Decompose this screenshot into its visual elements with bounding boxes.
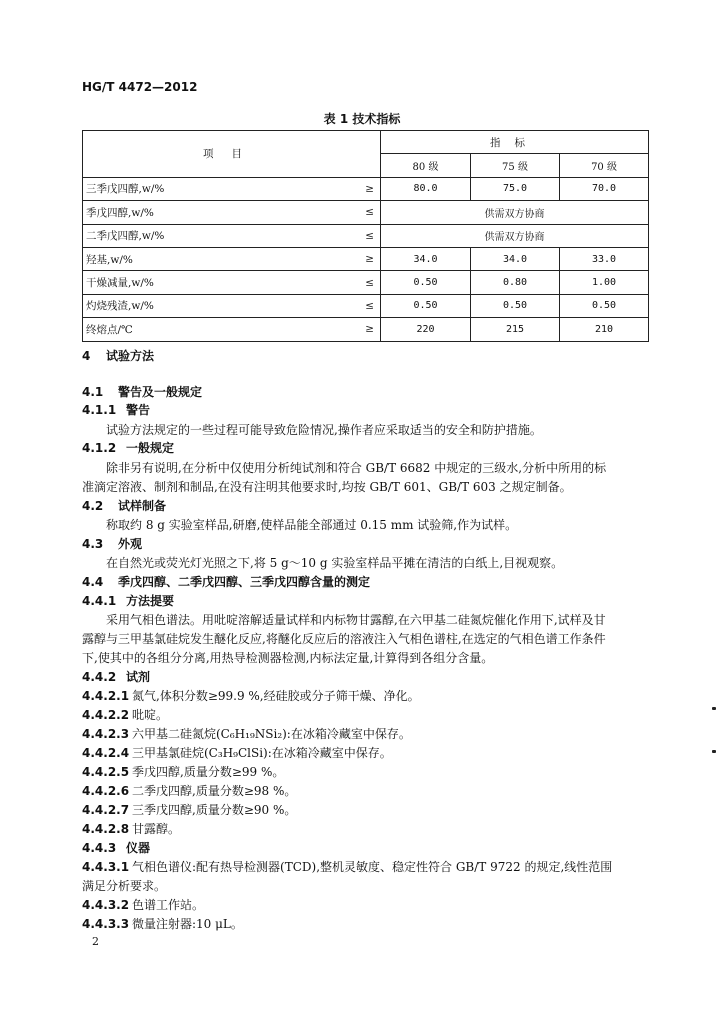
scan-mark	[712, 750, 716, 753]
row-operator: ≤	[333, 224, 381, 247]
row-value: 220	[381, 318, 471, 341]
paragraph: 准滴定溶液、制剂和制品,在没有注明其他要求时,均按 GB/T 601、GB/T 603 之规定制备。	[82, 480, 572, 494]
reagent-item: 4.4.2.5 季戊四醇,质量分数≥99 %。	[82, 765, 285, 779]
row-value: 33.0	[560, 247, 649, 270]
paragraph: 称取约 8 g 实验室样品,研磨,使样品能全部通过 0.15 mm 试验筛,作为试样。	[106, 518, 518, 532]
reagent-item: 4.4.2.4 三甲基氯硅烷(C₃H₉ClSi):在冰箱冷藏室中保存。	[82, 746, 392, 760]
section-heading: 4.3 外观	[82, 537, 143, 551]
row-name: 灼烧残渣,w/%	[83, 294, 333, 317]
paragraph: 试验方法规定的一些过程可能导致危险情况,操作者应采取适当的安全和防护措施。	[106, 423, 542, 437]
col-header-index: 指标	[381, 131, 649, 154]
instrument-item: 4.4.3.3 微量注射器:10 μL。	[82, 917, 243, 931]
section-heading: 4 试验方法	[82, 349, 155, 363]
section-heading: 4.4.1 方法提要	[82, 594, 175, 608]
row-value: 70.0	[560, 177, 649, 200]
row-value: 0.80	[471, 271, 560, 294]
reagent-item: 4.4.2.2 吡啶。	[82, 708, 169, 722]
table-row	[83, 224, 649, 247]
section-heading: 4.1.1 警告	[82, 403, 151, 417]
row-name: 季戊四醇,w/%	[83, 201, 333, 224]
instrument-item: 4.4.3.2 色谱工作站。	[82, 898, 205, 912]
row-value: 210	[560, 318, 649, 341]
reagent-item: 4.4.2.1 氮气,体积分数≥99.9 %,经硅胶或分子筛干燥、净化。	[82, 689, 420, 703]
row-value: 0.50	[560, 294, 649, 317]
row-merged-value: 供需双方协商	[381, 224, 649, 247]
section-heading: 4.4.2 试剂	[82, 670, 151, 684]
table-row	[83, 247, 649, 270]
standard-code: HG/T 4472—2012	[82, 80, 198, 94]
row-operator: ≤	[333, 201, 381, 224]
table-title: 表 1 技术指标	[323, 112, 401, 126]
scan-mark	[712, 707, 716, 710]
reagent-item: 4.4.2.8 甘露醇。	[82, 822, 181, 836]
row-value: 215	[471, 318, 560, 341]
row-value: 34.0	[471, 247, 560, 270]
row-name: 三季戊四醇,w/%	[83, 177, 333, 200]
col-header-item: 项目	[83, 131, 381, 178]
section-heading: 4.1.2 一般规定	[82, 441, 175, 455]
table-row	[83, 318, 649, 341]
paragraph: 露醇与三甲基氯硅烷发生醚化反应,将醚化反应后的溶液注入气相色谱柱,在选定的气相色谱工作条件	[82, 632, 606, 646]
row-value: 0.50	[381, 294, 471, 317]
row-value: 80.0	[381, 177, 471, 200]
reagent-item: 4.4.2.6 二季戊四醇,质量分数≥98 %。	[82, 784, 297, 798]
spec-table	[82, 130, 649, 342]
row-value: 0.50	[471, 294, 560, 317]
grade-80: 80 级	[381, 154, 471, 177]
section-heading: 4.4.3 仪器	[82, 841, 151, 855]
row-value: 34.0	[381, 247, 471, 270]
paragraph: 采用气相色谱法。用吡啶溶解适量试样和内标物甘露醇,在六甲基二硅氮烷催化作用下,试样及甘	[106, 613, 606, 627]
paragraph: 除非另有说明,在分析中仅使用分析纯试剂和符合 GB/T 6682 中规定的三级水,分析中所用的标	[106, 461, 607, 475]
row-value: 75.0	[471, 177, 560, 200]
reagent-item: 4.4.2.7 三季戊四醇,质量分数≥90 %。	[82, 803, 297, 817]
row-value: 1.00	[560, 271, 649, 294]
row-merged-value: 供需双方协商	[381, 201, 649, 224]
section-heading: 4.1 警告及一般规定	[82, 385, 203, 399]
row-operator: ≥	[333, 318, 381, 341]
section-heading: 4.4 季戊四醇、二季戊四醇、三季戊四醇含量的测定	[82, 575, 371, 589]
table-row	[83, 177, 649, 200]
row-operator: ≥	[333, 247, 381, 270]
row-value: 0.50	[381, 271, 471, 294]
row-name: 干燥减量,w/%	[83, 271, 333, 294]
row-name: 终熔点/℃	[83, 318, 333, 341]
row-operator: ≤	[333, 271, 381, 294]
row-operator: ≥	[333, 177, 381, 200]
paragraph: 在自然光或荧光灯光照之下,将 5 g～10 g 实验室样品平摊在清洁的白纸上,目视观察。	[106, 556, 564, 570]
page-number: 2	[92, 935, 99, 948]
table-row	[83, 294, 649, 317]
paragraph: 下,使其中的各组分分离,用热导检测器检测,内标法定量,计算得到各组分含量。	[82, 651, 494, 665]
row-operator: ≤	[333, 294, 381, 317]
section-heading: 4.2 试样制备	[82, 499, 167, 513]
grade-70: 70 级	[560, 154, 649, 177]
row-name: 羟基,w/%	[83, 247, 333, 270]
grade-75: 75 级	[471, 154, 560, 177]
row-name: 二季戊四醇,w/%	[83, 224, 333, 247]
reagent-item: 4.4.2.3 六甲基二硅氮烷(C₆H₁₉NSi₂):在冰箱冷藏室中保存。	[82, 727, 411, 741]
instrument-item: 4.4.3.1 气相色谱仪:配有热导检测器(TCD),整机灵敏度、稳定性符合 GB/T 9722 的规定,线性范围	[82, 860, 613, 874]
paragraph: 满足分析要求。	[82, 879, 167, 893]
table-row	[83, 201, 649, 224]
table-row	[83, 271, 649, 294]
